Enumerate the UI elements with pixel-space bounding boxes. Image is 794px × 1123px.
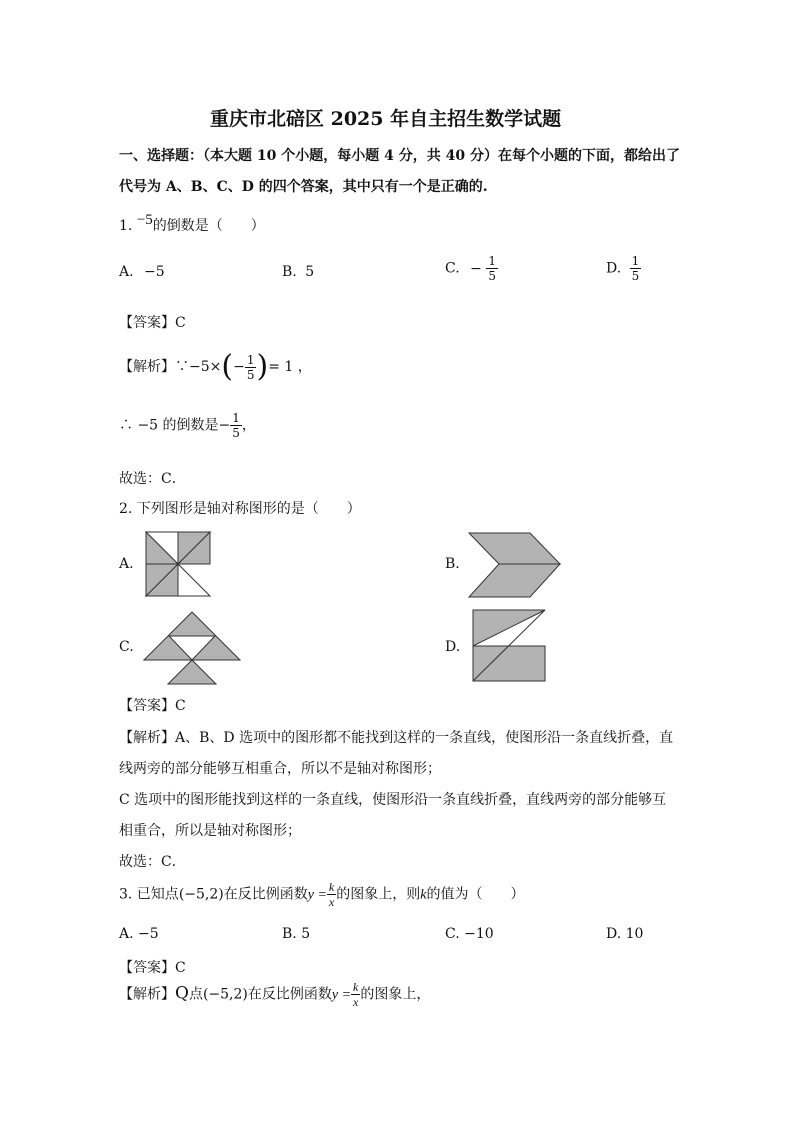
option-a-label: A.: [119, 264, 134, 280]
question-2-stem: 2. 下列图形是轴对称图形的是（ ）: [119, 501, 361, 517]
analysis-sign: −: [233, 359, 245, 375]
q1-answer: 【答案】C: [119, 315, 186, 331]
left-paren: (: [221, 349, 234, 384]
question-3-stem: [119, 880, 524, 909]
fraction-denominator: 5: [631, 269, 640, 283]
analysis-tag: 【解析】: [119, 359, 175, 375]
q2-answer: 【答案】C: [119, 698, 186, 714]
analysis-point: (−5,2): [202, 986, 248, 1003]
q1-option-d[interactable]: [606, 254, 641, 283]
fraction-numerator: 1: [232, 411, 240, 425]
q3-option-d[interactable]: D. 10: [606, 926, 644, 942]
q3-option-b[interactable]: B. 5: [282, 926, 311, 942]
therefore-suffix: ，: [241, 417, 256, 434]
figure-b-parallelograms[interactable]: [466, 531, 562, 599]
therefore-sign: −: [218, 417, 231, 434]
q3-k: k: [420, 887, 427, 903]
q2-option-d-label[interactable]: D.: [445, 639, 461, 655]
because-symbol: ∵: [175, 359, 189, 375]
q2-option-a-label[interactable]: A.: [119, 556, 134, 572]
q3-suffix: 的值为（ ）: [426, 886, 525, 903]
figure-a-pinwheel[interactable]: [143, 531, 211, 597]
analysis-func-fraction: [351, 980, 360, 1009]
option-c-fraction: [486, 254, 498, 283]
q1-therefore: [119, 411, 256, 440]
fraction-numerator: 1: [246, 352, 255, 367]
q3-func-y: y =: [307, 887, 327, 903]
therefore-text: ∴ −5 的倒数是: [119, 417, 219, 434]
q1-option-b[interactable]: [282, 264, 314, 280]
fraction-denominator: 5: [232, 426, 240, 440]
section-header-line1: 一、选择题：（本大题 10 个小题，每小题 4 分，共 40 分）在每个小题的下面，都给出了: [119, 148, 680, 164]
page-title: 重庆市北碚区 2025 年自主招生数学试题: [210, 108, 562, 130]
q3-func-fraction: [327, 880, 336, 909]
question-1-number: 1.: [119, 218, 133, 234]
option-b-value: 5: [305, 264, 315, 280]
option-c-sign: −: [470, 260, 482, 277]
q1-analysis: [119, 349, 312, 384]
analysis-rhs: = 1 ，: [268, 359, 312, 375]
fraction-numerator: k: [353, 980, 359, 994]
analysis-text1: 点: [188, 986, 203, 1003]
option-b-label: B.: [282, 264, 297, 280]
q1-option-a[interactable]: [119, 264, 165, 280]
analysis-text3: 的图象上，: [360, 986, 431, 1003]
fraction-numerator: 1: [488, 254, 496, 268]
section-header-line2: 代号为 A、B、C、D 的四个答案，其中只有一个是正确的.: [119, 179, 488, 195]
option-d-fraction: [630, 254, 642, 283]
q3-option-a[interactable]: A. −5: [119, 926, 159, 942]
analysis-func-y: y =: [331, 987, 352, 1003]
analysis-text2: 在反比例函数: [247, 986, 332, 1003]
fraction-numerator: k: [328, 880, 335, 894]
analysis-fraction: [245, 353, 257, 382]
fraction-numerator: 1: [631, 254, 640, 268]
q3-mid2: 的图象上，则: [336, 886, 421, 903]
q3-point: (−5,2): [178, 886, 224, 903]
q3-answer: 【答案】C: [119, 960, 186, 976]
analysis-lhs: −5×: [189, 359, 222, 375]
q3-analysis: [119, 980, 430, 1009]
question-1-stem: [119, 212, 265, 235]
q2-option-c-label[interactable]: C.: [119, 639, 134, 655]
q-symbol: Q: [175, 983, 189, 1004]
option-a-value: −5: [144, 264, 165, 280]
figure-d-rectangles[interactable]: [470, 608, 548, 684]
fraction-denominator: x: [328, 895, 335, 909]
analysis-tag: 【解析】: [119, 986, 175, 1003]
q1-choose: 故选：C．: [119, 471, 186, 487]
therefore-fraction: [230, 411, 242, 440]
q3-mid: 在反比例函数: [223, 886, 308, 903]
question-1-text: 的倒数是（ ）: [152, 218, 265, 234]
q2-option-b-label[interactable]: B.: [445, 556, 460, 572]
fraction-denominator: 5: [488, 269, 496, 283]
q2-analysis-line1: 【解析】A、B、D 选项中的图形都不能找到这样的一条直线，使图形沿一条直线折叠，直: [119, 730, 674, 746]
fraction-denominator: 5: [246, 367, 255, 382]
q3-option-c[interactable]: C. −10: [445, 926, 494, 942]
figure-c-triangles[interactable]: [141, 610, 243, 686]
q2-analysis-line3: C 选项中的图形能找到这样的一条直线，使图形沿一条直线折叠，直线两旁的部分能够互: [119, 792, 667, 808]
q1-option-c[interactable]: [445, 254, 498, 283]
option-d-label: D.: [606, 260, 622, 277]
right-paren: ): [256, 349, 269, 384]
q2-analysis-line2: 线两旁的部分能够互相重合，所以不是轴对称图形；: [119, 761, 441, 777]
fraction-denominator: x: [353, 995, 359, 1009]
option-c-label: C.: [445, 260, 460, 277]
question-1-expression: −5: [136, 212, 153, 228]
q2-choose: 故选：C．: [119, 854, 186, 870]
q2-analysis-line4: 相重合，所以是轴对称图形；: [119, 823, 301, 839]
q3-prefix: 3. 已知点: [119, 886, 179, 903]
